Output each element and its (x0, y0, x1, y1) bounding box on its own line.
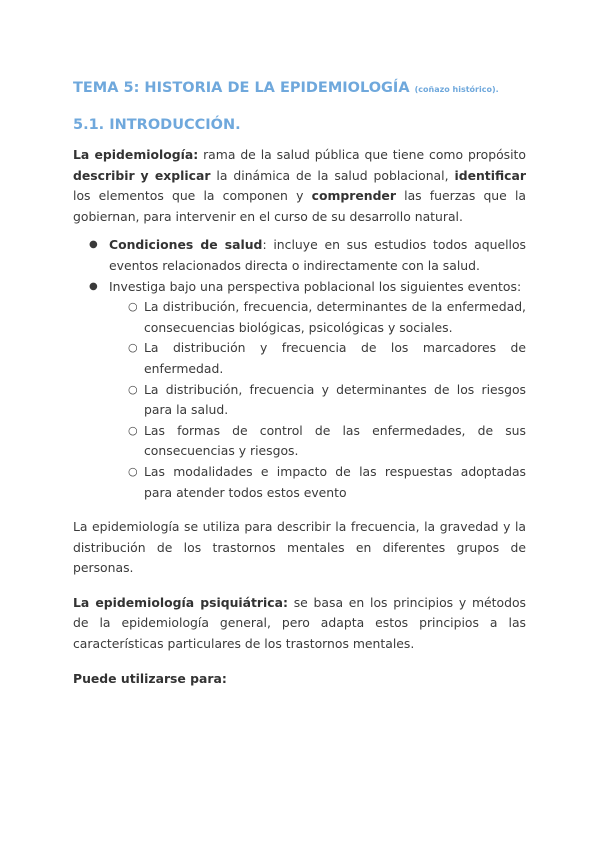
intro-bold-identificar: identificar (454, 167, 526, 183)
title-note: (coñazo histórico). (414, 85, 499, 94)
circle-bullet-icon: ○ (128, 341, 138, 355)
circle-bullet-icon: ○ (128, 300, 138, 314)
sub-item-text: La distribución, frecuencia y determinantes de los riesgos para la salud. (144, 381, 526, 418)
intro-text-3: la dinámica de la salud poblacional, (210, 167, 455, 183)
intro-term: La epidemiología: (73, 147, 199, 162)
bullet-dot-icon: ● (89, 280, 98, 292)
sub-item-text: Las formas de control de las enfermedades, de sus consecuencias y riesgos. (144, 422, 526, 459)
bullet-dot-icon: ● (89, 239, 98, 251)
intro-text-1: rama de la salud pública que tiene como propósito (198, 147, 526, 162)
bullet-term: Condiciones de salud (109, 237, 263, 253)
psychiatric-term: La epidemiología psiquiátrica: (73, 594, 288, 610)
paragraph-usage: La epidemiología se utiliza para describir la frecuencia, la gravedad y la distribución de los trastornos mentales en diferentes grupos de personas. (73, 519, 526, 576)
bullet-list (73, 235, 526, 503)
psychiatric-text: se basa en los principios y métodos de la epidemiología general, pero adapta estos principios a las características particulares de los trastornos mentales. (73, 594, 526, 652)
title-text: TEMA 5: HISTORIA DE LA EPIDEMIOLOGÍA (73, 80, 410, 96)
intro-text-4: los elementos que la componen y (73, 188, 312, 204)
sub-list (109, 297, 526, 503)
intro-text-5: las fuerzas que la gobiernan, para intervenir en el curso de su desarrollo natural. (73, 188, 526, 224)
sub-item-text: La distribución, frecuencia, determinantes de la enfermedad, consecuencias biológicas, psicológicas y sociales. (144, 299, 526, 335)
paragraph-uses (73, 669, 526, 690)
circle-bullet-icon: ○ (128, 464, 138, 478)
uses-heading: Puede utilizarse para: (73, 670, 227, 686)
paragraph-psychiatric (73, 593, 526, 655)
sub-list-item (109, 380, 526, 421)
sub-item-text: Las modalidades e impacto de las respuestas adoptadas para atender todos estos evento (144, 463, 526, 500)
bullet-text: : incluye en sus estudios todos aquellos eventos relacionados directa o indirectamente con la salud. (109, 237, 526, 273)
sub-list-item (109, 297, 526, 338)
sub-list-item (109, 421, 526, 462)
sub-list-item (109, 338, 526, 379)
list-item (73, 235, 526, 276)
circle-bullet-icon: ○ (128, 382, 138, 396)
section-heading: 5.1. INTRODUCCIÓN. (73, 117, 241, 133)
list-item (73, 277, 526, 504)
intro-bold-explicar: y explicar (140, 167, 211, 183)
circle-bullet-icon: ○ (128, 423, 138, 437)
page-title (73, 78, 526, 100)
sub-list-item (109, 462, 526, 503)
sub-item-text: La distribución y frecuencia de los marcadores de enfermedad. (144, 340, 526, 376)
intro-bold-describir: describir (73, 167, 135, 183)
intro-paragraph (73, 145, 526, 227)
intro-bold-comprender: comprender (311, 188, 396, 204)
bullet-text: Investiga bajo una perspectiva poblacional los siguientes eventos: (109, 278, 522, 294)
document-content (73, 78, 526, 689)
